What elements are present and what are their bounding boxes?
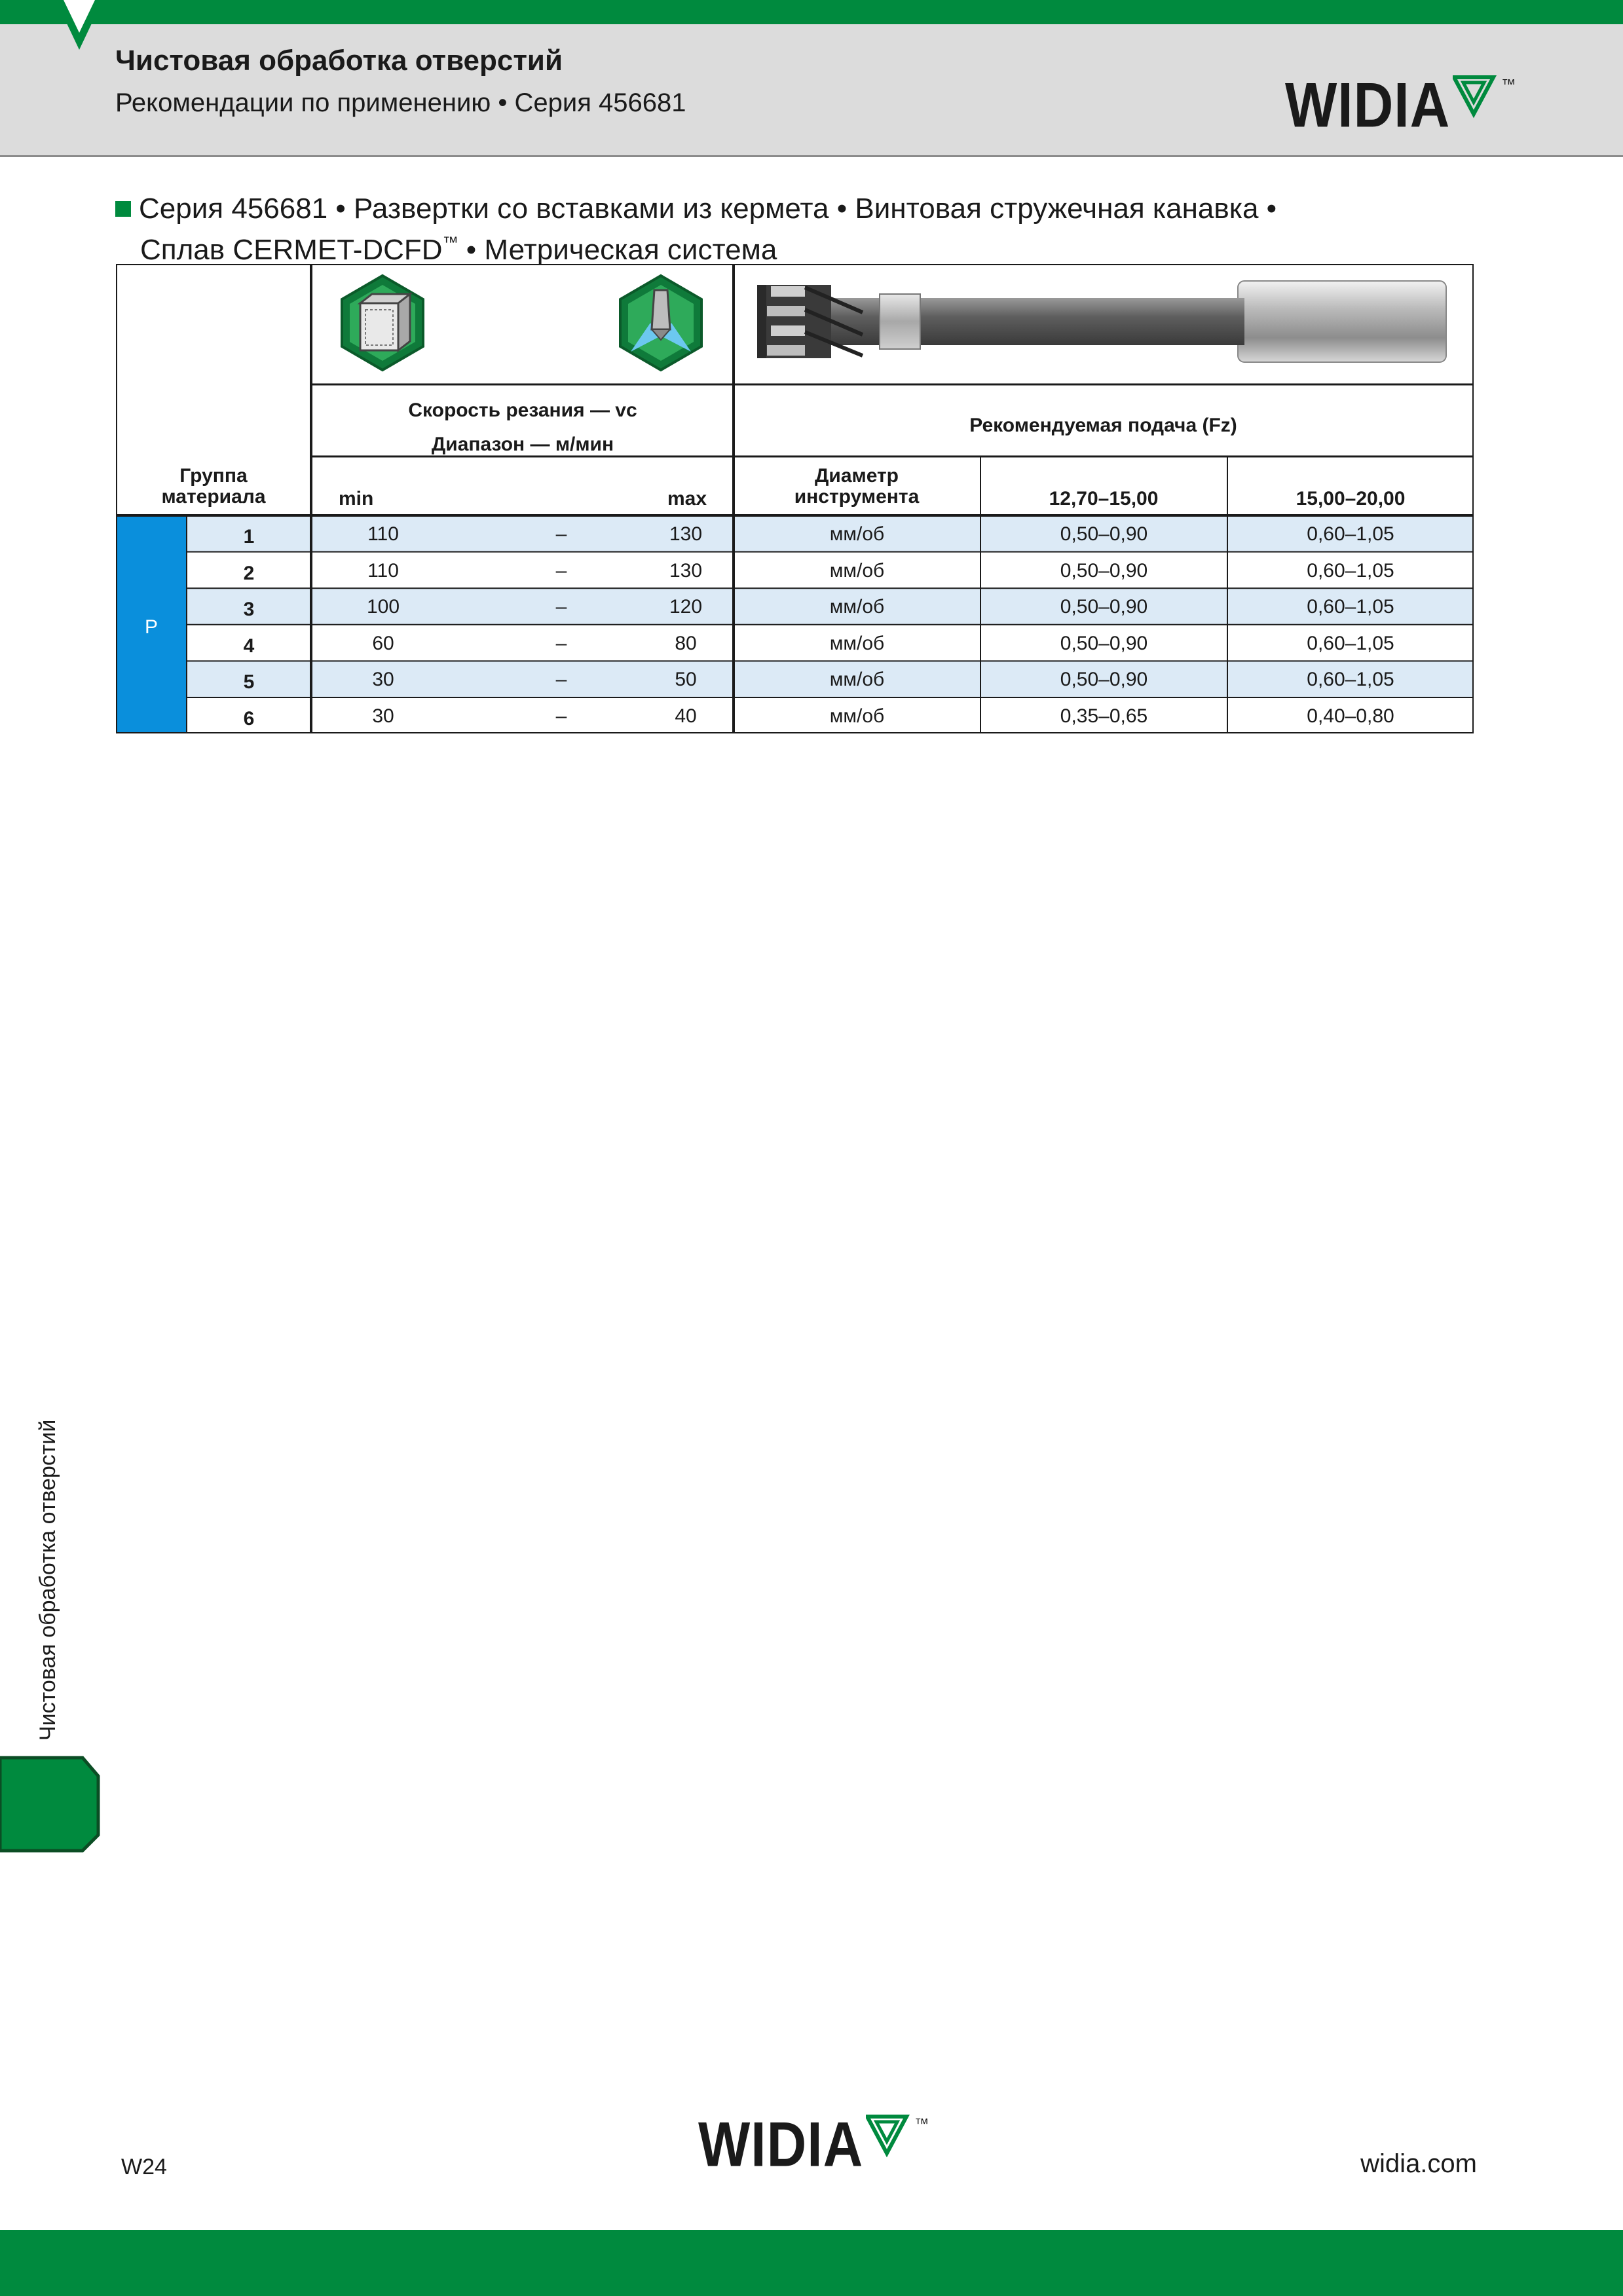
group-label: Группа материала: [161, 465, 266, 508]
logo-trademark: ™: [1501, 76, 1516, 92]
row-feed-1: 0,50–0,90: [1060, 596, 1148, 618]
corner-tab-inner: [64, 0, 95, 33]
row-vc-min: 110: [367, 523, 399, 545]
footer-logo-triangle-icon: [866, 2113, 913, 2160]
row-feed-2: 0,60–1,05: [1307, 669, 1394, 691]
coolant-through-icon: [620, 276, 701, 370]
row-feed-2: 0,60–1,05: [1307, 632, 1394, 654]
row-feed-1: 0,50–0,90: [1060, 632, 1148, 654]
row-vc-dash: –: [555, 523, 567, 545]
diam-range-2: 15,00–20,00: [1296, 488, 1406, 509]
row-feed-1: 0,50–0,90: [1060, 669, 1148, 691]
application-table: [116, 264, 1474, 733]
row-feed-1: 0,50–0,90: [1060, 559, 1148, 582]
row-unit: мм/об: [829, 523, 885, 545]
row-unit: мм/об: [829, 705, 885, 727]
logo-triangle-icon: [1453, 73, 1500, 120]
row-group: 6: [243, 708, 255, 730]
row-vc-max: 120: [669, 596, 703, 618]
max-label: max: [667, 488, 707, 509]
row-feed-2: 0,60–1,05: [1307, 596, 1394, 618]
row-vc-max: 130: [669, 559, 703, 582]
section-title-line1: Серия 456681 • Развертки со вставками из кермета • Винтовая стружечная канавка •: [139, 193, 1277, 225]
speed-header: [312, 394, 733, 462]
page-title: Чистовая обработка отверстий: [115, 45, 563, 77]
row-vc-min: 30: [372, 669, 394, 691]
min-label: min: [339, 488, 374, 509]
diameter-label: Диаметр инструмента: [794, 465, 920, 508]
green-square-bullet: [115, 201, 131, 217]
section-title-line2-post: • Метрическая система: [458, 234, 777, 266]
row-vc-min: 100: [366, 596, 400, 618]
speed-header-line2: Диапазон — м/мин: [431, 434, 614, 455]
feed-header: Рекомендуемая подача (Fz): [969, 415, 1237, 436]
row-feed-2: 0,40–0,80: [1307, 705, 1394, 727]
row-feed-1: 0,35–0,65: [1060, 705, 1148, 727]
row-group: 5: [243, 671, 255, 694]
page-number: W24: [121, 2155, 167, 2179]
row-group: 4: [243, 635, 255, 657]
logo-wordmark: WIDIA: [1285, 69, 1451, 141]
diam-range-1: 12,70–15,00: [1049, 488, 1159, 509]
speed-header-line1: Скорость резания — vc: [408, 399, 637, 421]
row-vc-dash: –: [555, 632, 567, 654]
row-unit: мм/об: [829, 559, 885, 582]
row-unit: мм/об: [829, 669, 885, 691]
bottom-green-bar: [0, 2230, 1623, 2296]
row-vc-min: 110: [367, 559, 399, 582]
row-vc-max: 80: [675, 632, 697, 654]
row-unit: мм/об: [829, 632, 885, 654]
footer-site: widia.com: [1360, 2149, 1477, 2178]
row-vc-max: 40: [675, 705, 697, 727]
footer-logo-trademark: ™: [914, 2115, 929, 2132]
page-subtitle: Рекомендации по применению • Серия 456681: [115, 88, 686, 117]
section-title: [115, 192, 1277, 267]
blind-hole-icon: [342, 276, 423, 370]
row-vc-dash: –: [555, 669, 567, 691]
row-unit: мм/об: [829, 596, 885, 618]
footer-logo-wordmark: WIDIA: [698, 2109, 864, 2180]
row-group: 3: [243, 599, 255, 621]
reamer-image: [757, 281, 1446, 362]
top-green-bar: [0, 0, 1623, 24]
row-vc-dash: –: [555, 559, 567, 582]
row-vc-dash: –: [555, 596, 567, 618]
row-feed-2: 0,60–1,05: [1307, 523, 1394, 545]
row-vc-max: 50: [675, 669, 697, 691]
row-vc-dash: –: [555, 705, 567, 727]
side-tab-label: Чистовая обработка отверстий: [35, 1419, 60, 1741]
row-vc-min: 30: [372, 705, 394, 727]
row-vc-max: 130: [669, 523, 703, 545]
side-tab: [0, 1755, 105, 1853]
row-vc-min: 60: [372, 632, 394, 654]
row-group: 1: [243, 526, 255, 547]
row-feed-1: 0,50–0,90: [1060, 523, 1148, 545]
widia-logo-footer: [698, 2109, 929, 2180]
material-class-p: P: [144, 616, 158, 638]
section-title-line2-pre: Сплав CERMET-DCFD: [140, 234, 443, 266]
row-feed-2: 0,60–1,05: [1307, 559, 1394, 582]
section-title-tm: ™: [442, 234, 458, 251]
row-group: 2: [243, 562, 255, 584]
widia-logo-header: [1285, 69, 1516, 141]
